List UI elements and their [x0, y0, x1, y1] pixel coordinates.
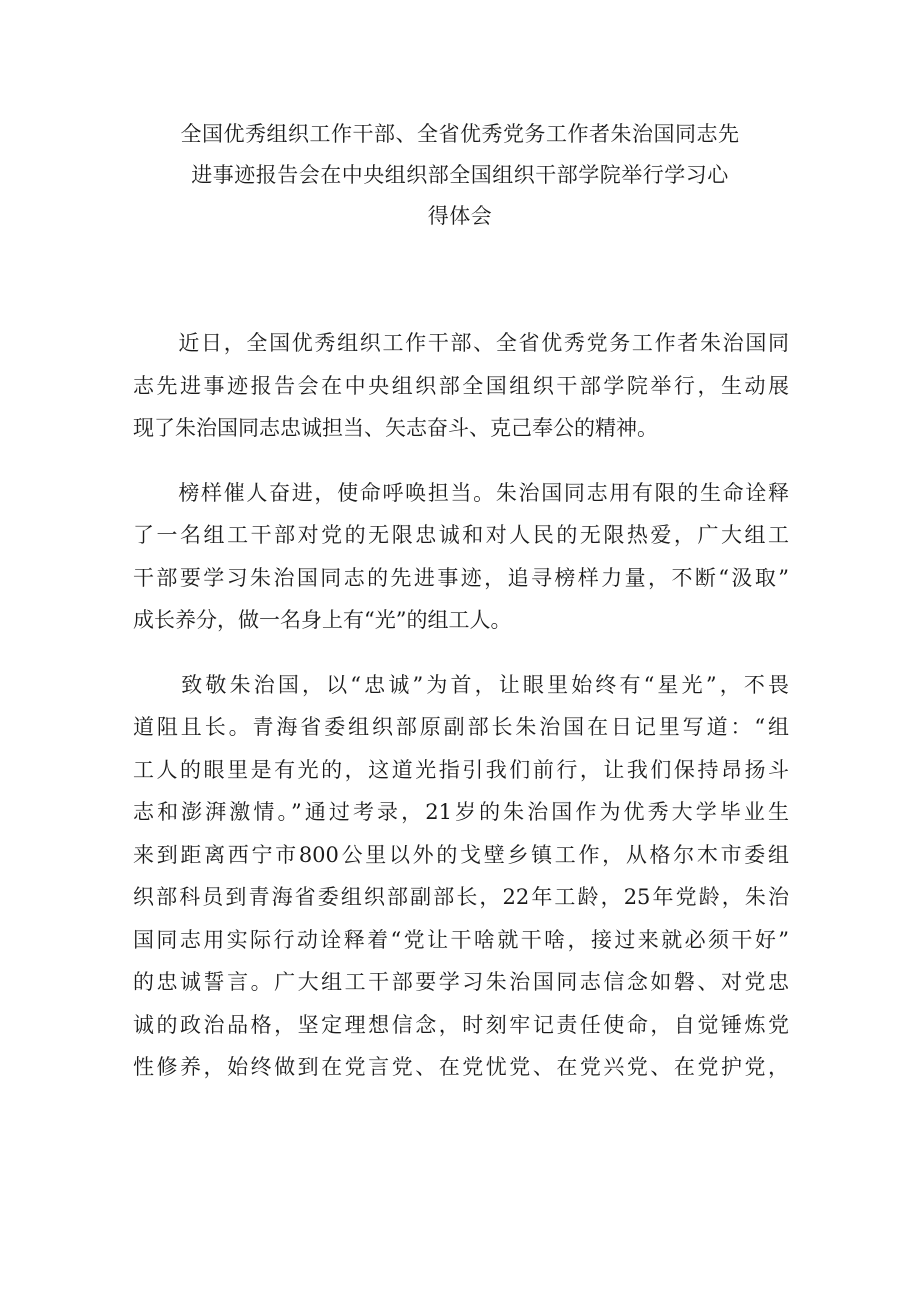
text-line: 近日，全国优秀组织工作干部、全省优秀党务工作者朱治国同	[133, 331, 789, 355]
text-line: 成长养分，做一名身上有“光”的组工人。	[133, 608, 512, 632]
text-line: 志和澎湃激情。”通过考录，21岁的朱治国作为优秀大学毕业生	[133, 800, 789, 824]
text-line: 织部科员到青海省委组织部副部长，22年工龄，25年党龄，朱治	[133, 885, 789, 909]
paragraph-loyalty	[133, 664, 789, 1089]
text-line: 的忠诚誓言。广大组工干部要学习朱治国同志信念如磐、对党忠	[133, 970, 789, 994]
document-body	[133, 322, 789, 1111]
title-line: 进事迹报告会在中央组织部全国组织干部学院举行学习心	[191, 163, 729, 187]
text-line: 道阻且长。青海省委组织部原副部长朱治国在日记里写道：“组	[133, 715, 789, 739]
title-line: 得体会	[427, 204, 493, 228]
text-line: 诚的政治品格，坚定理想信念，时刻牢记责任使命，自觉锤炼党	[133, 1012, 789, 1037]
text-line: 现了朱治国同志忠诚担当、矢志奋斗、克己奉公的精神。	[133, 416, 658, 440]
text-line: 国同志用实际行动诠释着“党让干啥就干啥，接过来就必须干好”	[133, 927, 789, 952]
text-line: 了一名组工干部对党的无限忠诚和对人民的无限热爱，广大组工	[133, 523, 789, 547]
paragraph-intro	[133, 322, 789, 450]
text-line: 来到距离西宁市800公里以外的戈壁乡镇工作，从格尔木市委组	[133, 842, 789, 867]
title-line: 全国优秀组织工作干部、全省优秀党务工作者朱治国同志先	[180, 122, 740, 146]
text-line: 榜样催人奋进，使命呼唤担当。朱治国同志用有限的生命诠释	[133, 480, 789, 505]
text-line: 性修养，始终做到在党言党、在党忧党、在党兴党、在党护党，	[133, 1055, 789, 1079]
paragraph-role-model	[133, 472, 789, 642]
text-line: 工人的眼里是有光的，这道光指引我们前行，让我们保持昂扬斗	[133, 757, 789, 782]
text-line: 致敬朱治国，以“忠诚”为首，让眼里始终有“星光”，不畏	[133, 672, 789, 697]
document-title	[130, 114, 790, 237]
text-line: 干部要学习朱治国同志的先进事迹，追寻榜样力量，不断“汲取”	[133, 565, 789, 590]
text-line: 志先进事迹报告会在中央组织部全国组织干部学院举行，生动展	[133, 373, 789, 398]
